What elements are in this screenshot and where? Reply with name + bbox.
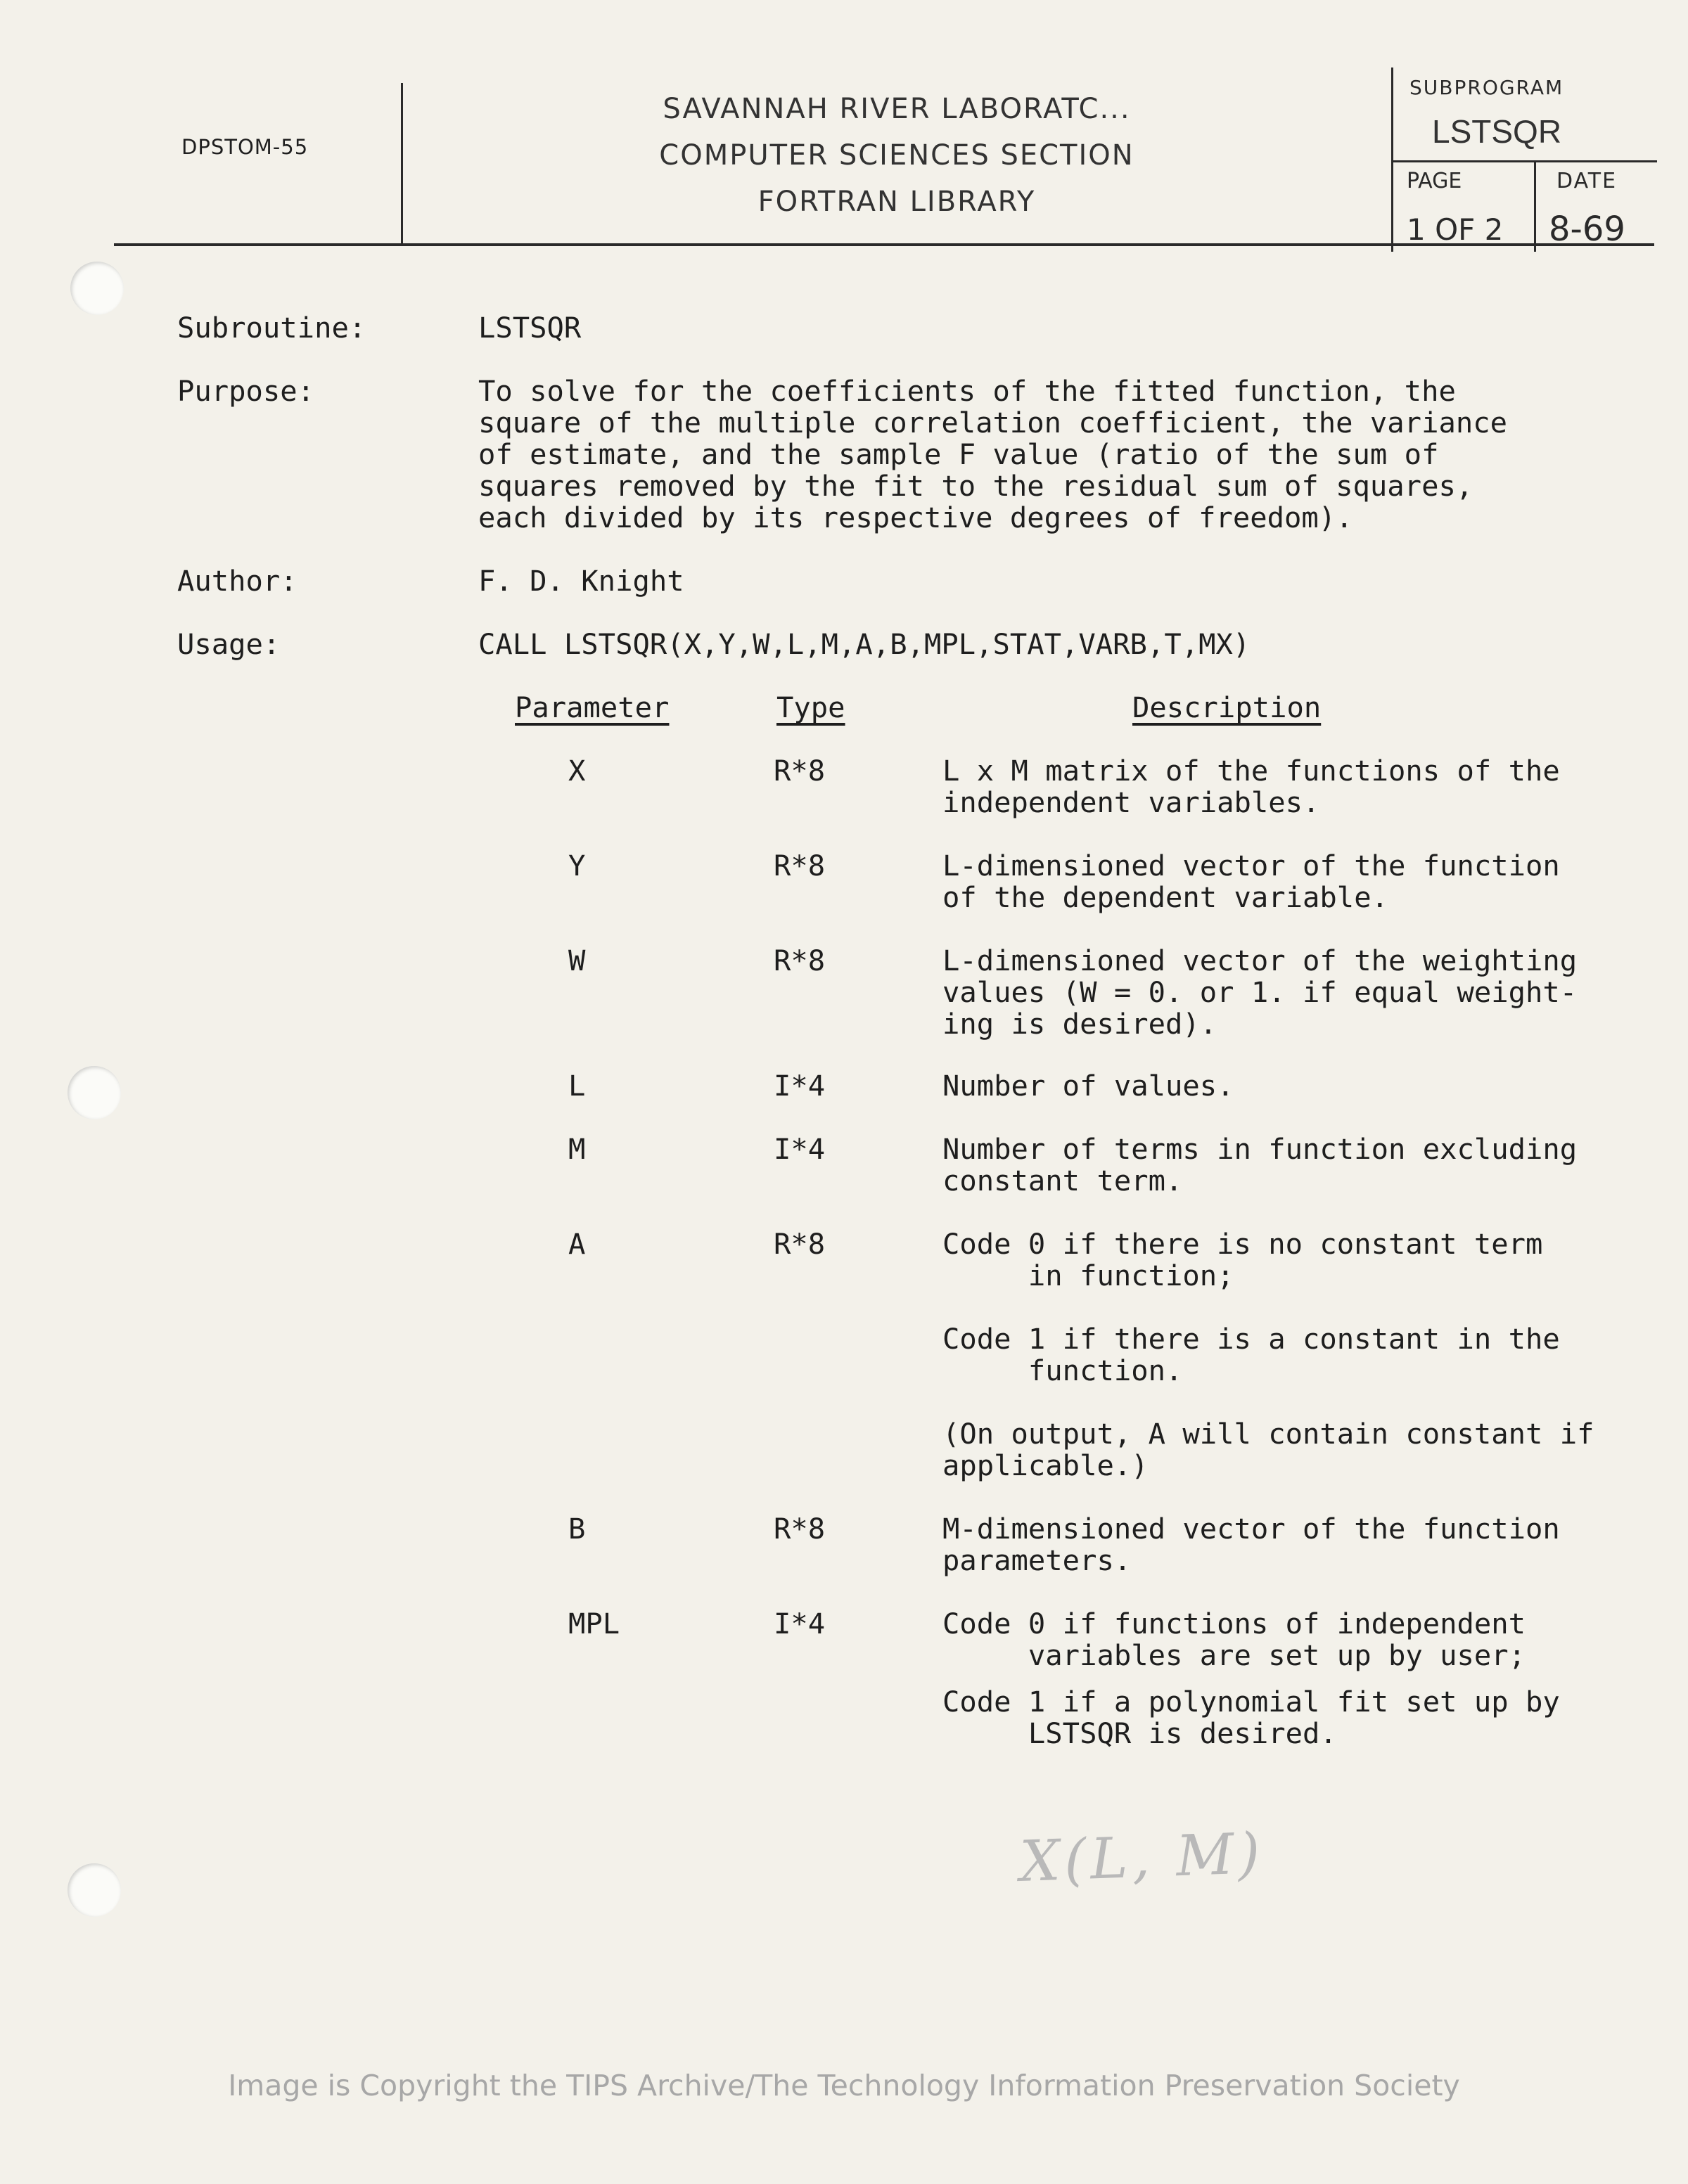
param-desc-line: L-dimensioned vector of the function [942,849,1560,882]
col-header-parameter: Parameter [515,690,670,724]
param-desc-line: M-dimensioned vector of the function [942,1512,1560,1546]
author-label: Author: [177,564,298,598]
param-name: MPL [568,1607,620,1640]
page-date-divider [1534,162,1536,252]
subroutine-value: LSTSQR [478,311,582,345]
param-desc-line: applicable.) [942,1448,1149,1482]
param-desc-line: Code 0 if functions of independent [942,1607,1526,1640]
param-type: R*8 [774,944,826,977]
lab-line-1: SAVANNAH RIVER LABORATC... [663,93,1131,125]
param-type: I*4 [774,1132,826,1166]
param-desc-line: ing is desired). [942,1007,1217,1041]
punch-hole-middle [68,1066,121,1119]
param-desc-line: L x M matrix of the functions of the [942,754,1560,788]
param-name: B [568,1512,586,1546]
subprogram-name: LSTSQR [1432,113,1562,150]
param-desc-line: in function; [942,1259,1234,1292]
col-header-type: Type [776,690,845,724]
param-desc-line: function. [942,1354,1183,1387]
param-type: I*4 [774,1069,826,1103]
copyright-watermark: Image is Copyright the TIPS Archive/The Technology Information Preservation Society [228,2069,1460,2102]
param-type: I*4 [774,1607,826,1640]
header-divider-right [1391,68,1393,252]
purpose-line-3: of estimate, and the sample F value (ratio of the sum of [478,437,1439,471]
param-desc-line: LSTSQR is desired. [942,1716,1337,1750]
header-divider-left [401,83,403,245]
param-desc-line: independent variables. [942,785,1320,819]
param-desc-line: L-dimensioned vector of the weighting [942,944,1578,977]
punch-hole-bottom [68,1863,121,1917]
param-type: R*8 [774,1227,826,1261]
param-name: M [568,1132,586,1166]
purpose-line-1: To solve for the coefficients of the fitted function, the [478,374,1456,408]
param-type: R*8 [774,849,826,882]
punch-hole-top [70,262,124,315]
purpose-line-5: each divided by its respective degrees of freedom). [478,501,1353,534]
param-type: R*8 [774,754,826,788]
usage-value: CALL LSTSQR(X,Y,W,L,M,A,B,MPL,STAT,VARB,T,MX) [478,627,1251,661]
param-name: A [568,1227,586,1261]
param-type: R*8 [774,1512,826,1546]
param-desc-line: Code 1 if a polynomial fit set up by [942,1685,1560,1719]
lab-line-2: COMPUTER SCIENCES SECTION [659,139,1134,172]
laboratory-heading [415,86,1379,225]
param-name: X [568,754,586,788]
usage-label: Usage: [177,627,281,661]
date-value: 8-69 [1549,210,1625,249]
subprogram-label: SUBPROGRAM [1409,76,1564,99]
param-desc-line: (On output, A will contain constant if [942,1417,1594,1451]
author-value: F. D. Knight [478,564,684,598]
purpose-line-4: squares removed by the fit to the residual sum of squares, [478,469,1473,503]
handwritten-note: X(L, M) [1018,1820,1265,1895]
page-label: PAGE [1407,169,1462,193]
param-desc-line: constant term. [942,1164,1183,1197]
param-desc-line: Code 0 if there is no constant term [942,1227,1543,1261]
purpose-line-2: square of the multiple correlation coefficient, the variance [478,406,1507,439]
form-id: DPSTOM-55 [181,135,309,159]
subroutine-label: Subroutine: [177,311,366,345]
lab-line-3: FORTRAN LIBRARY [757,186,1036,218]
param-desc-line: values (W = 0. or 1. if equal weight- [942,975,1578,1009]
param-desc-line: Number of terms in function excluding [942,1132,1578,1166]
param-desc-line: of the dependent variable. [942,880,1388,914]
subprogram-rule [1391,160,1657,162]
param-name: L [568,1069,586,1103]
param-name: W [568,944,586,977]
param-desc-line: Number of values. [942,1069,1234,1103]
param-desc-line: Code 1 if there is a constant in the [942,1322,1560,1356]
param-desc-line: variables are set up by user; [942,1638,1526,1672]
param-desc-line: parameters. [942,1543,1132,1577]
param-name: Y [568,849,586,882]
col-header-description: Description [1132,690,1322,724]
date-label: DATE [1556,169,1618,193]
page-value: 1 OF 2 [1407,212,1504,247]
purpose-label: Purpose: [177,374,315,408]
